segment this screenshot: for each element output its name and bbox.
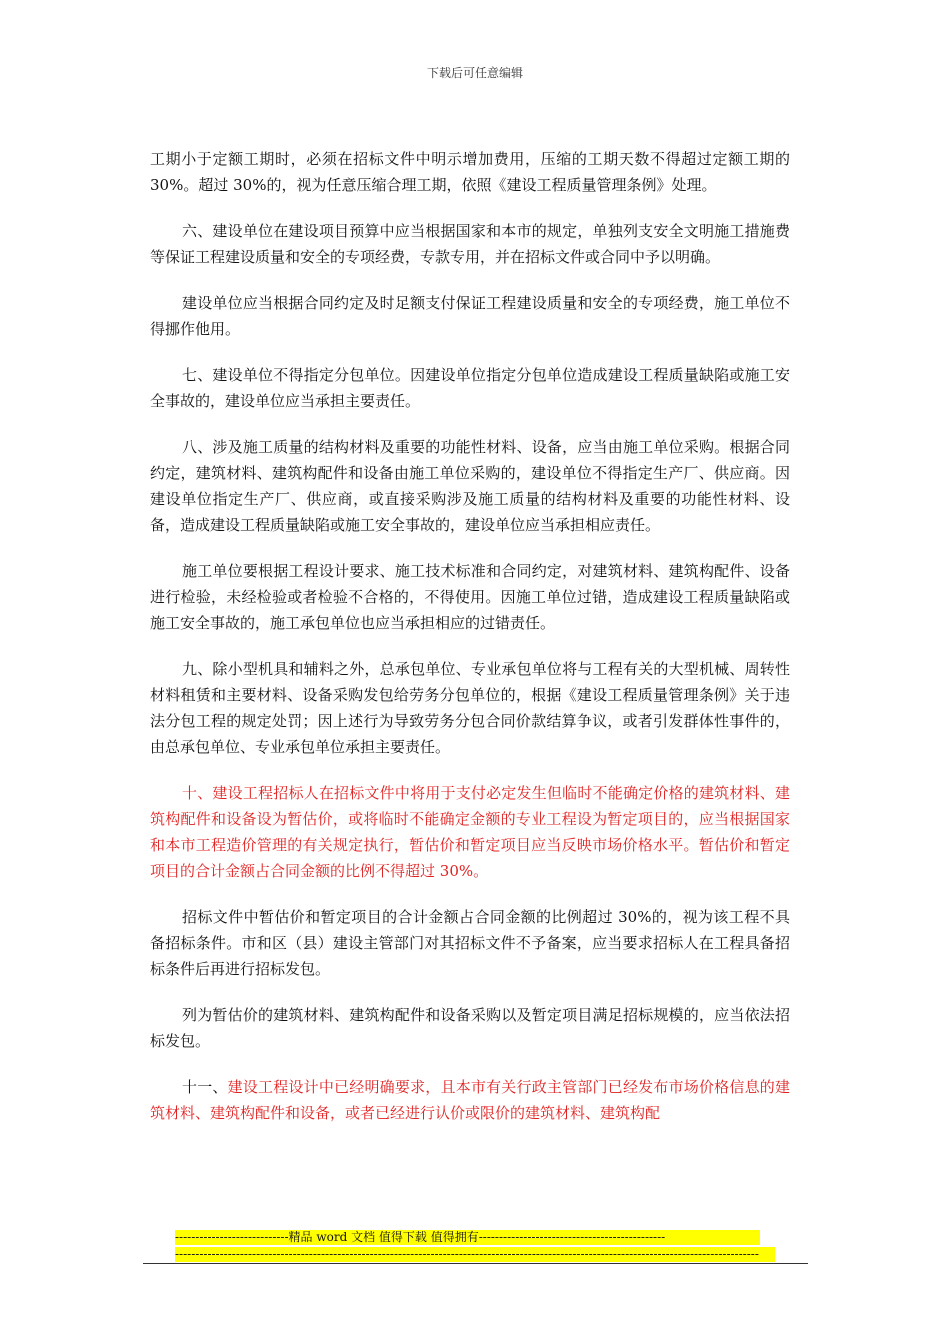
paragraph-11-prefix: 十一、 [182, 1078, 228, 1096]
paragraph-10-tender: 列为暂估价的建筑材料、建筑构配件和设备采购以及暂定项目满足招标规模的，应当依法招标发包。 [150, 1006, 790, 1050]
paragraph-10 [150, 780, 790, 884]
paragraph-10-text: 建设工程招标人在招标文件中将用于支付必定发生但临时不能确定价格的建筑材料、建筑构配件和设备设为暂估价，或将临时不能确定金额的专业工程设为暂定项目的，应当根据国家和本市工程造价管理的有关规定执行，暂估价和暂定项目应当反映市场价格水平。暂估价和暂定项目的合计金额占合同金额的比例不得超过 30%。 [150, 784, 790, 880]
paragraph-11-text: 建设工程设计中已经明确要求，且本市有关行政主管部门已经发布市场价格信息的建筑材料、建筑构配件和设备，或者已经进行认价或限价的建筑材料、建筑构配 [150, 1078, 790, 1122]
paragraph-6: 六、建设单位在建设项目预算中应当根据国家和本市的规定，单独列支安全文明施工措施费等保证工程建设质量和安全的专项经费，专款专用，并在招标文件或合同中予以明确。 [150, 222, 790, 266]
page-header: 下载后可任意编辑 [426, 66, 523, 80]
paragraph-10-prefix: 十、 [182, 784, 213, 802]
paragraph-8: 八、涉及施工质量的结构材料及重要的功能性材料、设备，应当由施工单位采购。根据合同约定，建筑材料、建筑构配件和设备由施工单位采购的，建设单位不得指定生产厂、供应商。因建设单位指定生产厂、供应商，或直接采购涉及施工质量的结构材料及重要的功能性材料、设备，造成建设工程质量缺陷或施工安全事故的，建设单位应当承担相应责任。 [150, 438, 790, 534]
paragraph-9: 九、除小型机具和辅料之外，总承包单位、专业承包单位将与工程有关的大型机械、周转性材料租赁和主要材料、设备采购发包给劳务分包单位的，根据《建设工程质量管理条例》关于违法分包工程的规定处罚；因上述行为导致劳务分包合同价款结算争议，或者引发群体性事件的，由总承包单位、专业承包单位承担主要责任。 [150, 660, 790, 756]
paragraph-10-excess: 招标文件中暂估价和暂定项目的合计金额占合同金额的比例超过 30%的，视为该工程不具备招标条件。市和区（县）建设主管部门对其招标文件不予备案，应当要求招标人在工程具备招标条件后再进行招标发包。 [150, 908, 790, 978]
paragraph-duration: 工期小于定额工期时，必须在招标文件中明示增加费用，压缩的工期天数不得超过定额工期的 30%。超过 30%的，视为任意压缩合理工期，依照《建设工程质量管理条例》处理。 [150, 150, 790, 194]
paragraph-11 [150, 1074, 790, 1126]
footer-dashes: ------------------------------------------------------------------------------------------------------------------------------------------------ [175, 1247, 775, 1262]
paragraph-8-inspection: 施工单位要根据工程设计要求、施工技术标准和合同约定，对建筑材料、建筑构配件、设备进行检验，未经检验或者检验不合格的，不得使用。因施工单位过错，造成建设工程质量缺陷或施工安全事故的，施工承包单位也应当承担相应的过错责任。 [150, 562, 790, 632]
footer-rule [143, 1263, 808, 1264]
document-body [150, 146, 790, 1146]
footer-banner: ----------------------------精品 word 文档 值得下载 值得拥有---------------------------------------------- [175, 1230, 760, 1245]
paragraph-6-payment: 建设单位应当根据合同约定及时足额支付保证工程建设质量和安全的专项经费，施工单位不得挪作他用。 [150, 294, 790, 338]
paragraph-7: 七、建设单位不得指定分包单位。因建设单位指定分包单位造成建设工程质量缺陷或施工安全事故的，建设单位应当承担主要责任。 [150, 366, 790, 410]
